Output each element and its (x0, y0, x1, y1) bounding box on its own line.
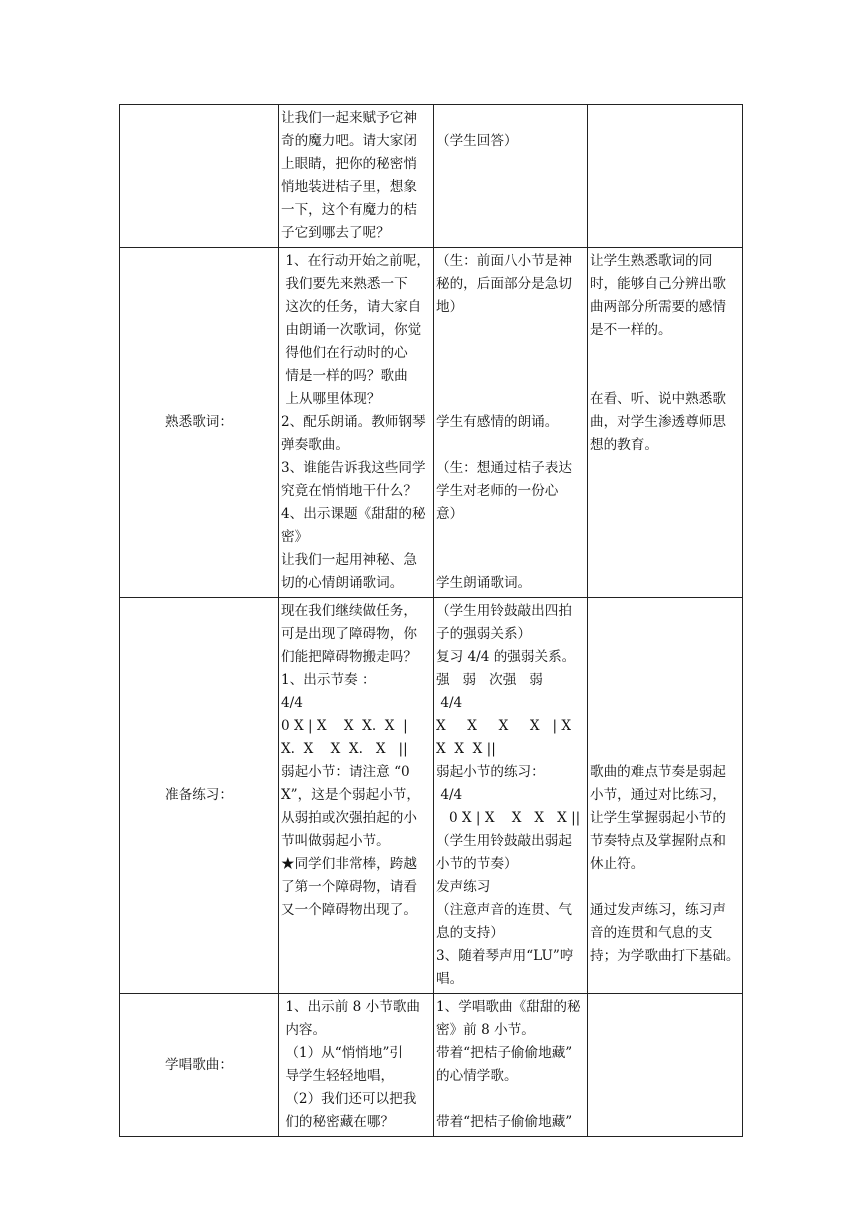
text-line (590, 342, 740, 365)
text-line: 让我们一起用神秘、急 (281, 552, 417, 568)
text-line: 0 X | X X X X || (436, 810, 581, 826)
section-label (120, 105, 279, 248)
text-line: 1、在行动开始之前呢， (281, 253, 430, 269)
text-line: 复习 4/4 的强弱关系。 (436, 649, 576, 665)
text-line: ★同学们非常棒，跨越 (281, 856, 417, 872)
text-line (436, 319, 585, 342)
text-line: 带着“把桔子偷偷地藏” (436, 1114, 573, 1130)
text-line (590, 365, 740, 388)
text-line: 一下，这个有魔力的桔 (281, 202, 417, 218)
text-line: （学生用铃鼓敲出四拍 (436, 603, 572, 619)
text-line: 内容。 (281, 1022, 327, 1038)
text-line: 学生有感情的朗诵。 (436, 414, 559, 430)
text-line (436, 434, 585, 457)
text-line (436, 1088, 585, 1111)
teacher-activity-cell (279, 994, 434, 1137)
text-line: X X X || (436, 741, 496, 757)
text-line: 休止符。 (590, 856, 645, 872)
text-line: 通过发声练习，练习声 (590, 902, 726, 918)
text-line: X. X X X. X || (281, 741, 408, 757)
text-line: 弹奏歌曲。 (281, 437, 349, 453)
text-line (590, 876, 740, 899)
text-line (436, 526, 585, 549)
design-purpose-cell (588, 248, 743, 598)
teacher-activity-cell (279, 105, 434, 248)
text-line: 上眼睛，把你的秘密悄 (281, 156, 417, 172)
text-line: 了第一个障碍物，请看 (281, 879, 417, 895)
text-line: 3、随着琴声用“LU”哼 (436, 948, 574, 964)
design-purpose-cell (588, 994, 743, 1137)
text-line: 秘的，后面部分是急切 (436, 276, 572, 292)
text-line: 4/4 (281, 695, 303, 711)
text-line: 们能把障碍物搬走吗？ (281, 649, 417, 665)
text-line: 曲，对学生渗透尊师思 (590, 414, 726, 430)
text-line: （生：前面八小节是神 (436, 253, 572, 269)
text-line: 密》 (281, 529, 309, 545)
teacher-activity-cell (279, 598, 434, 994)
text-line: X X X X | X (436, 718, 572, 734)
text-line: 切的心情朗诵歌词。 (281, 575, 404, 591)
text-line: 节奏特点及掌握附点和 (590, 833, 726, 849)
text-line (436, 549, 585, 572)
text-line: 悄地装进桔子里，想象 (281, 179, 417, 195)
section-label: 熟悉歌词： (120, 248, 279, 598)
text-line: 曲两部分所需要的感情 (590, 299, 726, 315)
student-activity-cell (434, 248, 588, 598)
text-line: 奇的魔力吧。请大家闭 (281, 133, 417, 149)
text-line: 让学生熟悉歌词的同 (590, 253, 713, 269)
text-line: 让我们一起来赋予它神 (281, 110, 417, 126)
text-line: 地） (436, 299, 464, 315)
text-line: 弱起小节：请注意 “0 (281, 764, 410, 780)
text-line: （生：想通过桔子表达 (436, 460, 572, 476)
text-line: （学生用铃鼓敲出弱起 (436, 833, 572, 849)
text-line: 这次的任务，请大家自 (281, 299, 422, 315)
text-line: 强 弱 次强 弱 (436, 672, 543, 688)
text-line: 情是一样的吗？歌曲 (281, 368, 408, 384)
text-line: 意） (436, 506, 464, 522)
text-line (590, 600, 740, 623)
text-line: 现在我们继续做任务， (281, 603, 417, 619)
text-line: 3、谁能告诉我这些同学 (281, 460, 426, 476)
text-line: 0 X | X X X. X | (281, 718, 408, 734)
text-line (590, 738, 740, 761)
text-line: （注意声音的连贯、气 (436, 902, 572, 918)
text-line: 子的强弱关系） (436, 626, 532, 642)
student-activity-cell (434, 598, 588, 994)
text-line: 小节，通过对比练习， (590, 787, 726, 803)
text-line: （2）我们还可以把我 (281, 1091, 417, 1107)
text-line: 持；为学歌曲打下基础。 (590, 948, 740, 964)
text-line: 歌曲的难点节奏是弱起 (590, 764, 726, 780)
text-line: 音的连贯和气息的支 (590, 925, 713, 941)
text-line (436, 107, 585, 130)
design-purpose-cell (588, 598, 743, 994)
text-line: 小节的节奏） (436, 856, 518, 872)
text-line: 子它到哪去了呢？ (281, 225, 390, 241)
text-line: 唱。 (436, 971, 464, 987)
text-line: 们的秘密藏在哪？ (281, 1114, 395, 1130)
text-line: 发声练习 (436, 879, 491, 895)
text-line: 弱起小节的练习： (436, 764, 545, 780)
design-purpose-cell (588, 105, 743, 248)
text-line (590, 715, 740, 738)
text-line (590, 669, 740, 692)
text-line: （学生回答） (436, 133, 518, 149)
text-line: X”，这是个弱起小节， (281, 787, 420, 803)
lesson-plan-table (119, 104, 743, 1137)
text-line: 时，能够自己分辨出歌 (590, 276, 726, 292)
text-line: 究竟在悄悄地干什么？ (281, 483, 417, 499)
student-activity-cell (434, 994, 588, 1137)
text-line (590, 646, 740, 669)
text-line: 想的教育。 (590, 437, 658, 453)
text-line: 从弱拍或次强拍起的小 (281, 810, 417, 826)
table-row (120, 598, 743, 994)
text-line: 息的支持） (436, 925, 504, 941)
text-line (590, 623, 740, 646)
text-line: 上从哪里体现？ (281, 391, 381, 407)
text-line (436, 342, 585, 365)
text-line: 得他们在行动时的心 (281, 345, 408, 361)
text-line: 是不一样的。 (590, 322, 672, 338)
text-line: 导学生轻轻地唱， (281, 1068, 395, 1084)
text-line: 节叫做弱起小节。 (281, 833, 390, 849)
text-line: 4/4 (436, 695, 463, 711)
text-line (436, 388, 585, 411)
text-line (436, 365, 585, 388)
text-line: （1）从“悄悄地”引 (281, 1045, 404, 1061)
text-line: 带着“把桔子偷偷地藏” (436, 1045, 573, 1061)
section-label: 准备练习： (120, 598, 279, 994)
text-line: 由朗诵一次歌词，你觉 (281, 322, 422, 338)
table-row (120, 248, 743, 598)
text-line: 在看、听、说中熟悉歌 (590, 391, 726, 407)
text-line: 学生对老师的一份心 (436, 483, 559, 499)
text-line: 让学生掌握弱起小节的 (590, 810, 726, 826)
table-row (120, 994, 743, 1137)
text-line: 学生朗诵歌词。 (436, 575, 532, 591)
text-line: 4、出示课题《甜甜的秘 (281, 506, 426, 522)
text-line: 4/4 (436, 787, 463, 803)
table-row (120, 105, 743, 248)
teacher-activity-cell (279, 248, 434, 598)
text-line (590, 692, 740, 715)
text-line: 的心情学歌。 (436, 1068, 518, 1084)
text-line: 密》前 8 小节。 (436, 1022, 535, 1038)
text-line: 1、学唱歌曲《甜甜的秘 (436, 999, 581, 1015)
text-line: 又一个障碍物出现了。 (281, 902, 417, 918)
text-line: 1、出示节奏 ： (281, 672, 376, 688)
student-activity-cell (434, 105, 588, 248)
text-line: 可是出现了障碍物，你 (281, 626, 417, 642)
text-line: 1、出示前 8 小节歌曲 (281, 999, 421, 1015)
section-label: 学唱歌曲： (120, 994, 279, 1137)
text-line: 2、配乐朗诵。教师钢琴 (281, 414, 426, 430)
text-line: 我们要先来熟悉一下 (281, 276, 408, 292)
